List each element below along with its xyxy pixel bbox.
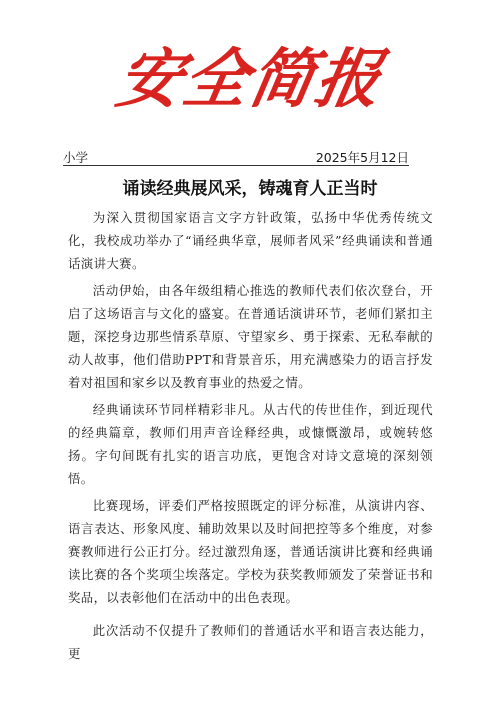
header-divider <box>63 165 409 166</box>
article-body <box>68 206 433 669</box>
paragraph-3: 经典诵读环节同样精彩非凡。从古代的传世佳作，到近现代的经典篇章，教师们用声音诠释经典，或慷慨激昂，或婉转悠扬。字句间既有扎实的语言功底，更饱含对诗文意境的深刻领悟。 <box>68 402 433 486</box>
masthead-title: 安全简报 <box>111 42 389 117</box>
paragraph-2: 活动伊始，由各年级组精心推选的教师代表们依次登台，开启了这场语言与文化的盛宴。在普通话演讲环节，老师们紧扣主题，深挖身边那些情系草原、守望家乡、勇于探索、无私奉献的动人故事，他们借助PPT和背景音乐，用充满感染力的语言抒发着对祖国和家乡以及教育事业的热爱之情。 <box>68 283 433 390</box>
article-headline: 诵读经典展风采，铸魂育人正当时 <box>122 179 378 199</box>
category-label: 小学 <box>63 150 89 165</box>
issue-date: 2025年5月12日 <box>315 150 409 165</box>
masthead-logo <box>60 34 440 139</box>
paragraph-5: 此次活动不仅提升了教师们的普通话水平和语言表达能力，更 <box>68 623 433 661</box>
meta-row <box>63 148 409 164</box>
paragraph-1: 为深入贯彻国家语言文字方针政策，弘扬中华优秀传统文化，我校成功举办了“诵经典华章，展师者风采”经典诵读和普通话演讲大赛。 <box>68 210 433 271</box>
paragraph-4: 比赛现场，评委们严格按照既定的评分标准，从演讲内容、语言表达、形象风度、辅助效果以及时间把控等多个维度，对参赛教师进行公正打分。经过激烈角逐，普通话演讲比赛和经典诵读比赛的各个奖项尘埃落定。学校为获奖教师颁发了荣誉证书和奖品，以表彰他们在活动中的出色表现。 <box>68 498 433 605</box>
